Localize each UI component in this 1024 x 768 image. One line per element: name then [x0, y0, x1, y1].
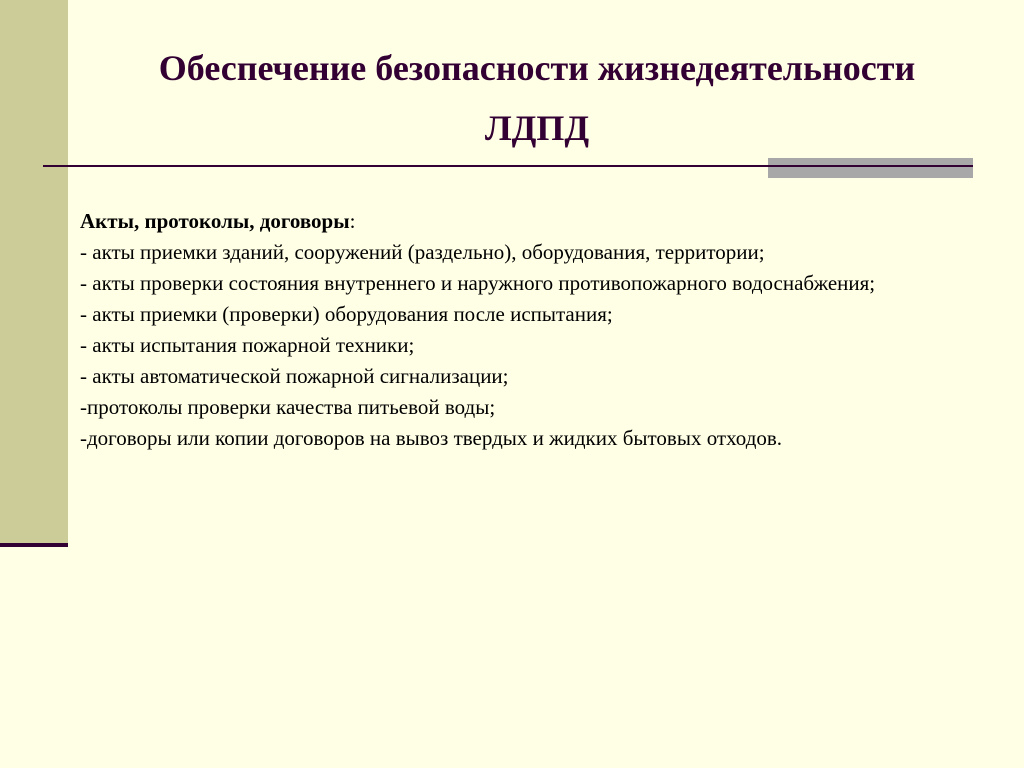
list-item: - акты автоматической пожарной сигнализации;	[80, 364, 509, 388]
section-heading-colon: :	[349, 209, 356, 233]
list-item: - акты испытания пожарной техники;	[80, 333, 415, 357]
list-item: -протоколы проверки качества питьевой воды;	[80, 395, 496, 419]
slide-title-line-1: Обеспечение безопасности жизнедеятельности	[158, 48, 916, 88]
section-heading-text: Акты, протоколы, договоры	[80, 209, 350, 233]
title-divider	[43, 165, 973, 167]
list-item: -договоры или копии договоров на вывоз твердых и жидких бытовых отходов.	[80, 426, 783, 450]
left-bar-underline	[0, 543, 68, 547]
slide-body	[80, 206, 960, 454]
slide-title-line-2: ЛДПД	[484, 108, 590, 148]
list-item: - акты приемки зданий, сооружений (раздельно), оборудования, территории;	[80, 240, 765, 264]
accent-bar	[768, 158, 973, 178]
list-item: - акты проверки состояния внутреннего и наружного противопожарного водоснабжения;	[80, 271, 876, 295]
list-item: - акты приемки (проверки) оборудования после испытания;	[80, 302, 613, 326]
section-heading	[80, 206, 960, 237]
